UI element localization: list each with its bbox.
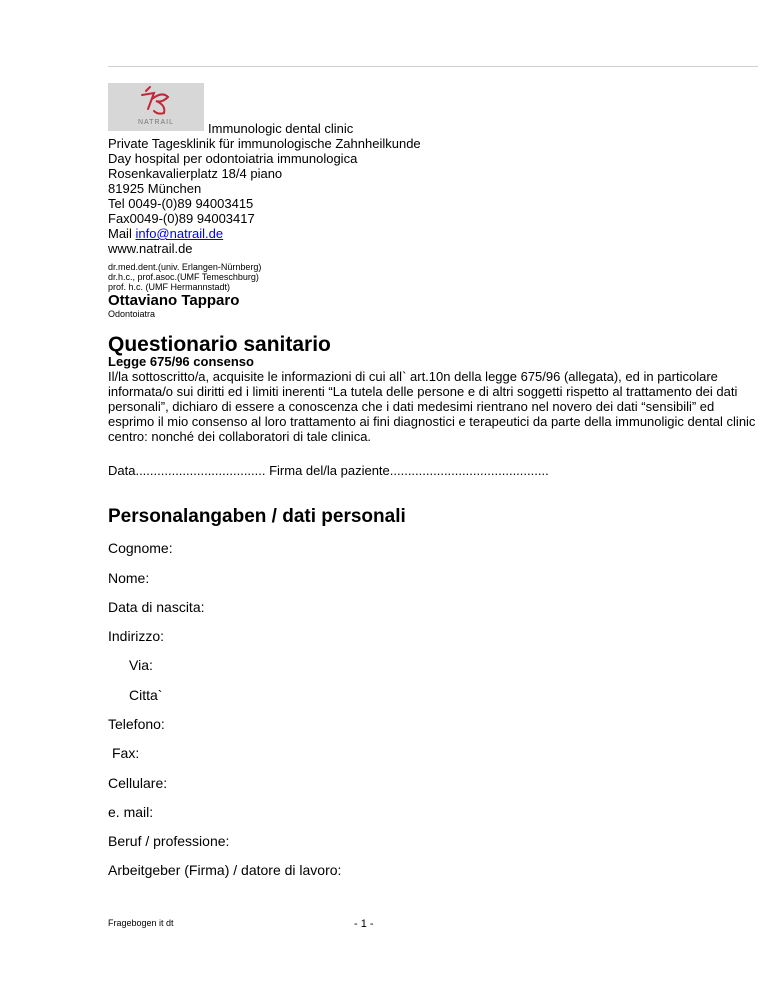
website: www.natrail.de (108, 241, 193, 256)
natrail-logo (108, 83, 204, 131)
credential-3: prof. h.c. (UMF Hermannstadt) (108, 282, 231, 292)
field-cellulare: Cellulare: (108, 775, 168, 791)
clinic-name: Immunologic dental clinic (208, 121, 354, 136)
address-line-2: Day hospital per odontoiatria immunologica (108, 151, 358, 166)
address-line-1: Private Tagesklinik für immunologische Zahnheilkunde (108, 136, 421, 151)
mail-link[interactable]: info@natrail.de (135, 226, 224, 241)
consent-heading: Legge 675/96 consenso (108, 354, 254, 369)
field-cognome: Cognome: (108, 540, 173, 556)
mail-line (108, 226, 223, 241)
address-line-3: Rosenkavalierplatz 18/4 piano (108, 166, 283, 181)
field-nome: Nome: (108, 570, 150, 586)
field-fax: Fax: (112, 745, 140, 761)
signature-line: Data.................................... Firma del/la paziente............................................ (108, 463, 549, 478)
footer-doc-name: Fragebogen it dt (108, 918, 174, 928)
doctor-name: Ottaviano Tapparo (108, 292, 240, 309)
personal-data-heading: Personalangaben / dati personali (108, 506, 406, 527)
logo-wordmark: NATRAIL (137, 119, 175, 126)
field-email: e. mail: (108, 804, 154, 820)
mail-label: Mail (108, 226, 132, 241)
field-telefono: Telefono: (108, 716, 165, 732)
credential-2: dr.h.c., prof.asoc.(UMF Temeschburg) (108, 272, 259, 282)
field-indirizzo: Indirizzo: (108, 628, 165, 644)
field-via: Via: (129, 657, 153, 673)
address-fax: Fax0049-(0)89 94003417 (108, 211, 255, 226)
field-datore-lavoro: Arbeitgeber (Firma) / datore di lavoro: (108, 862, 342, 878)
field-citta: Citta` (129, 687, 163, 703)
doctor-role: Odontoiatra (108, 309, 156, 319)
consent-text: Il/la sottoscritto/a, acquisite le informazioni di cui all` art.10n della legge 675/96 (allegata), ed in particolare informata/o sui diritti ed i limiti inerenti “La tutela delle persone e di altri soggetti rispetto al trattamento dei dati personali”, dichiaro di essere a conoscenza che i dati medesimi rientrano nel novero dei dati “sensibili” ed esprimo il mio consenso al loro trattamento ai fini diagnostici e terapeutici da parte della immunoligic dental clinic centro: nonché dei collaboratori di tale clinica. (108, 369, 756, 444)
top-rule (108, 66, 758, 67)
field-professione: Beruf / professione: (108, 833, 230, 849)
address-phone: Tel 0049-(0)89 94003415 (108, 196, 254, 211)
address-line-4: 81925 München (108, 181, 202, 196)
field-data-nascita: Data di nascita: (108, 599, 205, 615)
logo-mark-icon (108, 83, 204, 119)
document-title: Questionario sanitario (108, 333, 331, 356)
footer-page-number: - 1 - (354, 918, 374, 930)
credential-1: dr.med.dent.(univ. Erlangen-Nürnberg) (108, 262, 262, 272)
